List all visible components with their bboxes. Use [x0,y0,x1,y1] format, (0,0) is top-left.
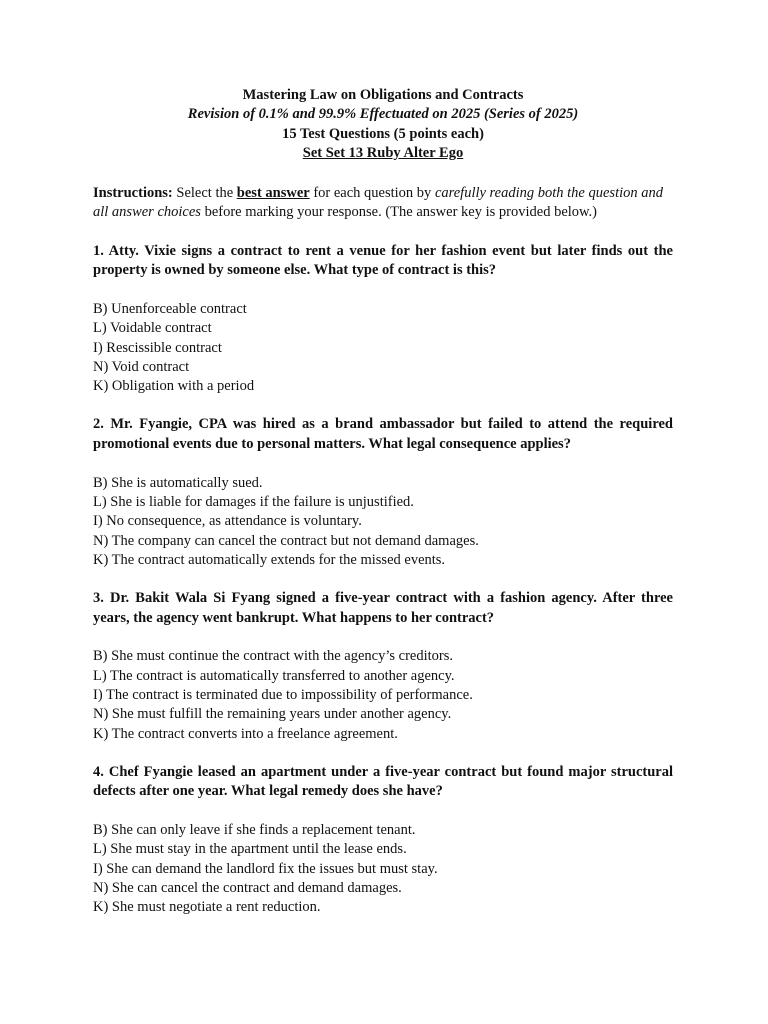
question-count-line: 15 Test Questions (5 points each) [282,125,484,142]
instructions-text-2: for each question by [309,184,435,201]
answer-options [93,300,673,396]
answer-options [93,821,673,917]
question-text: 3. Dr. Bakit Wala Si Fyang signed a five-year contract with a fashion agency. After three years, the agency went bankrupt. What happens to her contract? [93,590,673,626]
answer-option: B) Unenforceable contract [93,301,247,317]
answer-option: I) No consequence, as attendance is voluntary. [93,513,362,530]
instructions-text-3: before marking your response. (The answer key is provided below.) [200,204,598,221]
answer-option: N) The company can cancel the contract but not demand damages. [93,532,479,549]
answer-option: B) She must continue the contract with the agency’s creditors. [93,648,453,665]
question-text: 1. Atty. Vixie signs a contract to rent a venue for her fashion event but later finds out the property is owned by someone else. What type of contract is this? [93,242,673,279]
question-block-2 [93,415,673,570]
document-header [93,86,673,164]
set-name: Set Set 13 Ruby Alter Ego [302,145,464,162]
answer-option: N) She can cancel the contract and demand damages. [93,879,402,896]
question-text: 4. Chef Fyangie leased an apartment under a five-year contract but found major structural defects after one year. What legal remedy does she have? [93,763,673,800]
question-block-1 [93,242,673,397]
answer-option: B) She can only leave if she finds a replacement tenant. [93,822,416,839]
answer-option: N) She must fulfill the remaining years under another agency. [93,706,452,723]
answer-option: L) The contract is automatically transferred to another agency. [93,667,455,684]
answer-option: I) She can demand the landlord fix the issues but must stay. [93,860,438,877]
answer-option: B) She is automatically sued. [93,474,263,491]
answer-option: L) She must stay in the apartment until the lease ends. [93,841,407,858]
answer-option: K) Obligation with a period [93,378,255,395]
instructions-label: Instructions: [93,184,173,201]
answer-option: K) The contract converts into a freelance agreement. [93,725,398,742]
question-block-4 [93,763,673,918]
instructions-paragraph [93,184,673,223]
answer-option: K) She must negotiate a rent reduction. [93,899,321,916]
best-answer-emphasis: best answer [236,184,310,201]
answer-option: I) The contract is terminated due to impossibility of performance. [93,686,473,703]
document-title: Mastering Law on Obligations and Contracts [242,87,524,103]
answer-option: I) Rescissible contract [93,339,222,356]
instructions-text-1: Select the [172,184,237,201]
question-block-3 [93,589,673,744]
answer-options [93,474,673,570]
answer-option: L) She is liable for damages if the failure is unjustified. [93,493,414,510]
answer-option: N) Void contract [93,358,190,375]
answer-option: L) Voidable contract [93,320,212,337]
instructions-italic: carefully reading both the question and all answer choices [93,184,664,221]
answer-option: K) The contract automatically extends for the missed events. [93,551,446,568]
answer-options [93,647,673,743]
question-text: 2. Mr. Fyangie, CPA was hired as a brand ambassador but failed to attend the required promotional events due to personal matters. What legal consequence applies? [93,416,673,453]
revision-line: Revision of 0.1% and 99.9% Effectuated on 2025 (Series of 2025) [187,106,579,123]
